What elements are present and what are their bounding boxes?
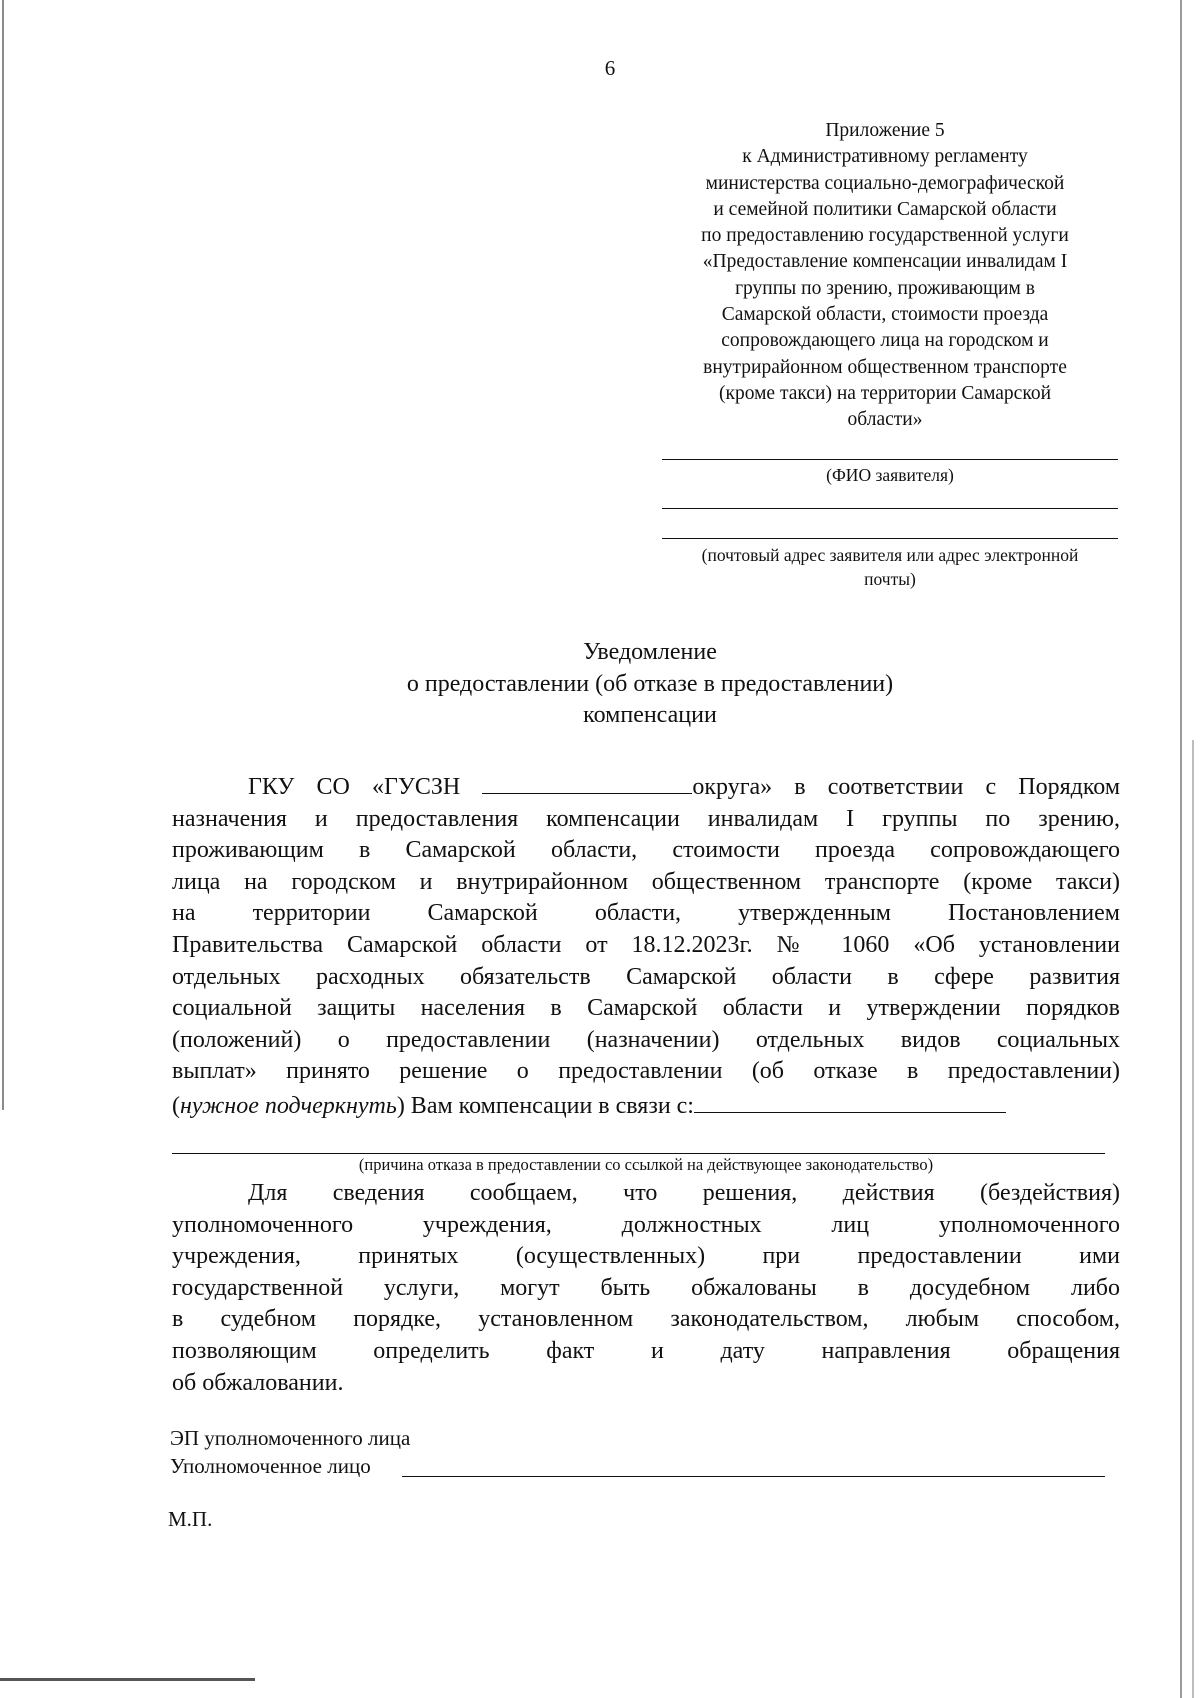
appendix-line: сопровождающего лица на городском и: [721, 330, 1049, 352]
paragraph-line: государственной услуги, могут быть обжалованы в досудебном либо: [172, 1274, 1120, 1301]
applicant-address-caption: [660, 543, 1120, 591]
paragraph-line: Правительства Самарской области от 18.12.2023г. № 1060 «Об установлении: [172, 931, 1120, 958]
paragraph-line: отдельных расходных обязательств Самарской области в сфере развития: [172, 963, 1120, 990]
paragraph-line: (нужное подчеркнуть) Вам компенсации в связи с:: [172, 1088, 1120, 1123]
paragraph-line: (положений) о предоставлении (назначении) отдельных видов социальных: [172, 1026, 1120, 1053]
paragraph-line: проживающим в Самарской области, стоимости проезда сопровождающего: [172, 837, 1120, 864]
address-caption-line: почты): [864, 569, 916, 589]
paragraph-line: на территории Самарской области, утвержденным Постановлением: [172, 900, 1120, 927]
paragraph-line: позволяющим определить факт и дату направления обращения: [172, 1337, 1120, 1364]
reason-blank: [694, 1088, 1006, 1113]
reason-caption: (причина отказа в предоставлении со ссылкой на действующее законодательство): [358, 1155, 934, 1174]
appendix-line: к Административному регламенту: [742, 146, 1028, 168]
title-line: компенсации: [583, 702, 717, 728]
appendix-line: (кроме такси) на территории Самарской: [718, 382, 1051, 404]
scan-edge-right: [1180, 0, 1182, 1698]
appendix-line: Приложение 5: [825, 120, 945, 141]
district-blank: [482, 769, 692, 794]
appendix-header: [660, 118, 1110, 434]
title-line: Уведомление: [583, 639, 717, 665]
document-title: [300, 637, 1000, 732]
paragraph-line: об обжаловании.: [172, 1369, 344, 1396]
appendix-line: и семейной политики Самарской области: [713, 198, 1057, 220]
paragraph-line: ГКУ СО «ГУСЗН округа» в соответствии с Порядком: [172, 769, 1120, 804]
scan-edge-left: [2, 0, 4, 1110]
applicant-fio-caption: (ФИО заявителя): [826, 465, 954, 485]
paragraph-line: уполномоченного учреждения, должностных лиц уполномоченного: [172, 1211, 1120, 1238]
title-line: о предоставлении (об отказе в предоставлении): [406, 670, 894, 697]
applicant-address-line-1: [662, 508, 1118, 509]
applicant-address-line-2: [662, 538, 1118, 539]
appendix-line: группы по зрению, проживающим в: [735, 277, 1035, 299]
appendix-line: области»: [847, 409, 923, 431]
paragraph-line: выплат» принято решение о предоставлении (об отказе в предоставлении): [172, 1058, 1120, 1085]
applicant-fio-line: [662, 459, 1118, 460]
underline-hint: нужное подчеркнуть: [180, 1092, 397, 1119]
appendix-line: внутрирайонном общественном транспорте: [703, 356, 1067, 378]
scan-edge-bottom: [0, 1678, 255, 1681]
paragraph-line: лица на городском и внутрирайонном общественном транспорте (кроме такси): [172, 868, 1120, 895]
main-paragraph: [172, 769, 1120, 1123]
paragraph-line: Для сведения сообщаем, что решения, действия (бездействия): [248, 1180, 1120, 1206]
paragraph-line: назначения и предоставления компенсации инвалидам I группы по зрению,: [172, 805, 1120, 832]
address-caption-line: (почтовый адрес заявителя или адрес электронной: [701, 545, 1079, 565]
paragraph-line: в судебном порядке, установленном законодательством, любым способом,: [172, 1306, 1120, 1333]
stamp-label: М.П.: [168, 1507, 213, 1531]
appendix-line: Самарской области, стоимости проезда: [721, 304, 1049, 326]
authorized-person-label: Уполномоченное лицо: [170, 1454, 371, 1478]
paragraph-line: учреждения, принятых (осуществленных) при предоставлении ими: [172, 1243, 1120, 1270]
appendix-line: министерства социально-демографической: [705, 172, 1065, 194]
paragraph-line: социальной защиты населения в Самарской области и утверждении порядков: [172, 995, 1120, 1022]
scan-edge-right-shadow: [1192, 740, 1194, 1698]
appendix-line: «Предоставление компенсации инвалидам I: [702, 251, 1068, 273]
appeal-paragraph: [172, 1178, 1120, 1399]
appendix-line: по предоставлению государственной услуги: [701, 225, 1069, 247]
ep-label: ЭП уполномоченного лица: [170, 1426, 411, 1450]
page-number: 6: [604, 56, 616, 80]
signature-line: [402, 1476, 1105, 1477]
